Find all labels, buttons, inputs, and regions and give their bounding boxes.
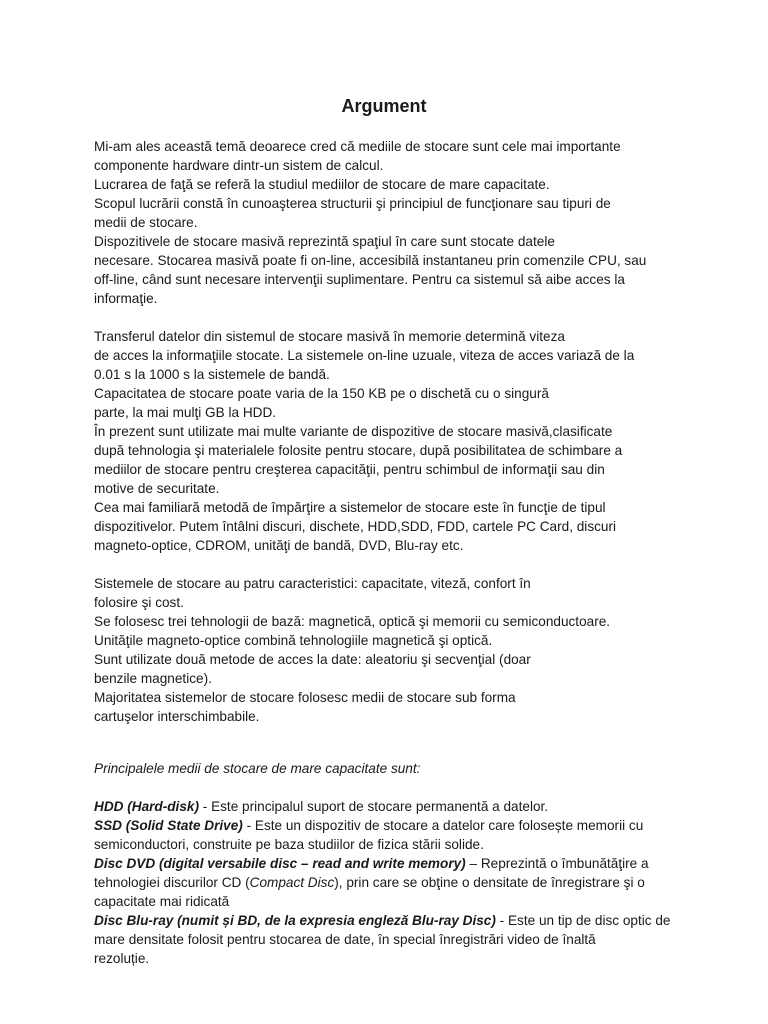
text-line: folosire şi cost. bbox=[94, 595, 184, 610]
paragraph-access-methods bbox=[94, 650, 674, 688]
text-line: Capacitatea de stocare poate varia de la 150 KB pe o dischetă cu o singură bbox=[94, 386, 549, 401]
text-line: Majoritatea sistemelor de stocare folosesc medii de stocare sub forma bbox=[94, 690, 516, 705]
paragraph-variants bbox=[94, 422, 674, 498]
text-line: Dispozitivele de stocare masivă reprezintă spaţiul în care sunt stocate datele bbox=[94, 234, 555, 249]
text-line: Lucrarea de faţă se referă la studiul mediilor de stocare de mare capacitate. bbox=[94, 177, 550, 192]
desc-ssd: - Este un dispozitiv de stocare a datelor care folosește memorii cu bbox=[242, 818, 644, 833]
text-line: rezoluție. bbox=[94, 951, 150, 966]
term-hdd: HDD (Hard-disk) bbox=[94, 799, 199, 814]
document-body bbox=[94, 137, 674, 968]
paragraph-classification bbox=[94, 498, 674, 555]
text-line: semiconductori, construite pe baza studiilor de fizica stării solide. bbox=[94, 837, 484, 852]
paragraph-technologies bbox=[94, 612, 674, 650]
page-title: Argument bbox=[341, 96, 427, 116]
text-line: 0.01 s la 1000 s la sistemele de bandă. bbox=[94, 367, 330, 382]
text-line: dispozitivelor. Putem întâlni discuri, dischete, HDD,SDD, FDD, cartele PC Card, discuri bbox=[94, 519, 617, 534]
text-line: componente hardware dintr-un sistem de calcul. bbox=[94, 158, 384, 173]
text-line: de acces la informaţiile stocate. La sistemele on-line uzuale, viteza de acces variază de la bbox=[94, 348, 635, 363]
text-line: magneto-optice, CDROM, unităţi de bandă, DVD, Blu-ray etc. bbox=[94, 538, 464, 553]
text-line: parte, la mai mulţi GB la HDD. bbox=[94, 405, 277, 420]
text-line: Sunt utilizate două metode de acces la date: aleatoriu şi secvenţial (doar bbox=[94, 652, 531, 667]
desc-bluray: - Este un tip de disc optic de bbox=[495, 913, 671, 928]
text-line: informaţie. bbox=[94, 291, 158, 306]
text-line: tehnologiei discurilor CD (Compact Disc), prin care se obţine o densitate de înregistrare şi o bbox=[94, 875, 645, 890]
media-list bbox=[94, 797, 674, 968]
text-line: mare densitate folosit pentru stocarea de date, în special înregistrări video de înaltă bbox=[94, 932, 596, 947]
text-line: Se folosesc trei tehnologii de bază: magnetică, optică şi memorii cu semiconductoare. bbox=[94, 614, 611, 629]
text-line: Cea mai familiară metodă de împărţire a sistemelor de stocare este în funcţie de tipul bbox=[94, 500, 606, 515]
paragraph-purpose bbox=[94, 175, 674, 232]
text-line: Mi-am ales această temă deoarece cred că mediile de stocare sunt cele mai importante bbox=[94, 139, 621, 154]
text-line: benzile magnetice). bbox=[94, 671, 212, 686]
text-line: Transferul datelor din sistemul de stocare masivă în memorie determină viteza bbox=[94, 329, 565, 344]
paragraph-devices bbox=[94, 232, 674, 308]
text-line: off-line, când sunt necesare intervenţii suplimentare. Pentru ca sistemul să aibe acces la bbox=[94, 272, 625, 287]
text-line: necesare. Stocarea masivă poate fi on-line, accesibilă instantaneu prin comenzile CPU, sau bbox=[94, 253, 647, 268]
paragraph-characteristics bbox=[94, 574, 674, 612]
text-line: Sistemele de stocare au patru caracteristici: capacitate, viteză, confort în bbox=[94, 576, 531, 591]
text-line: după tehnologia şi materialele folosite pentru stocare, după posibilitatea de schimbare a bbox=[94, 443, 623, 458]
list-item-hdd bbox=[94, 797, 674, 816]
text-line: Scopul lucrării constă în cunoaşterea structurii şi principiul de funcţionare sau tipuri de bbox=[94, 196, 611, 211]
term-dvd: Disc DVD (digital versabile disc – read and write memory) bbox=[94, 856, 466, 871]
list-intro: Principalele medii de stocare de mare capacitate sunt: bbox=[94, 761, 421, 776]
term-ssd: SSD (Solid State Drive) bbox=[94, 818, 243, 833]
text-line: medii de stocare. bbox=[94, 215, 198, 230]
text-line: motive de securitate. bbox=[94, 481, 220, 496]
paragraph-intro bbox=[94, 137, 674, 175]
paragraph-transfer bbox=[94, 327, 674, 384]
list-item-bluray bbox=[94, 911, 674, 930]
text-line: capacitate mai ridicată bbox=[94, 894, 230, 909]
text-line: Unităţile magneto-optice combină tehnologiile magnetică şi optică. bbox=[94, 633, 493, 648]
paragraph-capacity bbox=[94, 384, 674, 422]
desc-hdd: - Este principalul suport de stocare permanentă a datelor. bbox=[198, 799, 549, 814]
list-item-ssd bbox=[94, 816, 674, 835]
list-item-dvd bbox=[94, 854, 674, 873]
text-line: cartuşelor interschimbabile. bbox=[94, 709, 260, 724]
desc-dvd: – Reprezintă o îmbunătăţire a bbox=[465, 856, 649, 871]
text-line: În prezent sunt utilizate mai multe variante de dispozitive de stocare masivă,clasificate bbox=[94, 424, 613, 439]
cd-term: Compact Disc bbox=[249, 875, 335, 890]
text-line: mediilor de stocare pentru creşterea capacităţii, pentru schimbul de informaţii sau din bbox=[94, 462, 605, 477]
paragraph-cartridges bbox=[94, 688, 674, 726]
term-bluray: Disc Blu-ray (numit și BD, de la expresia engleză Blu-ray Disc) bbox=[94, 913, 496, 928]
